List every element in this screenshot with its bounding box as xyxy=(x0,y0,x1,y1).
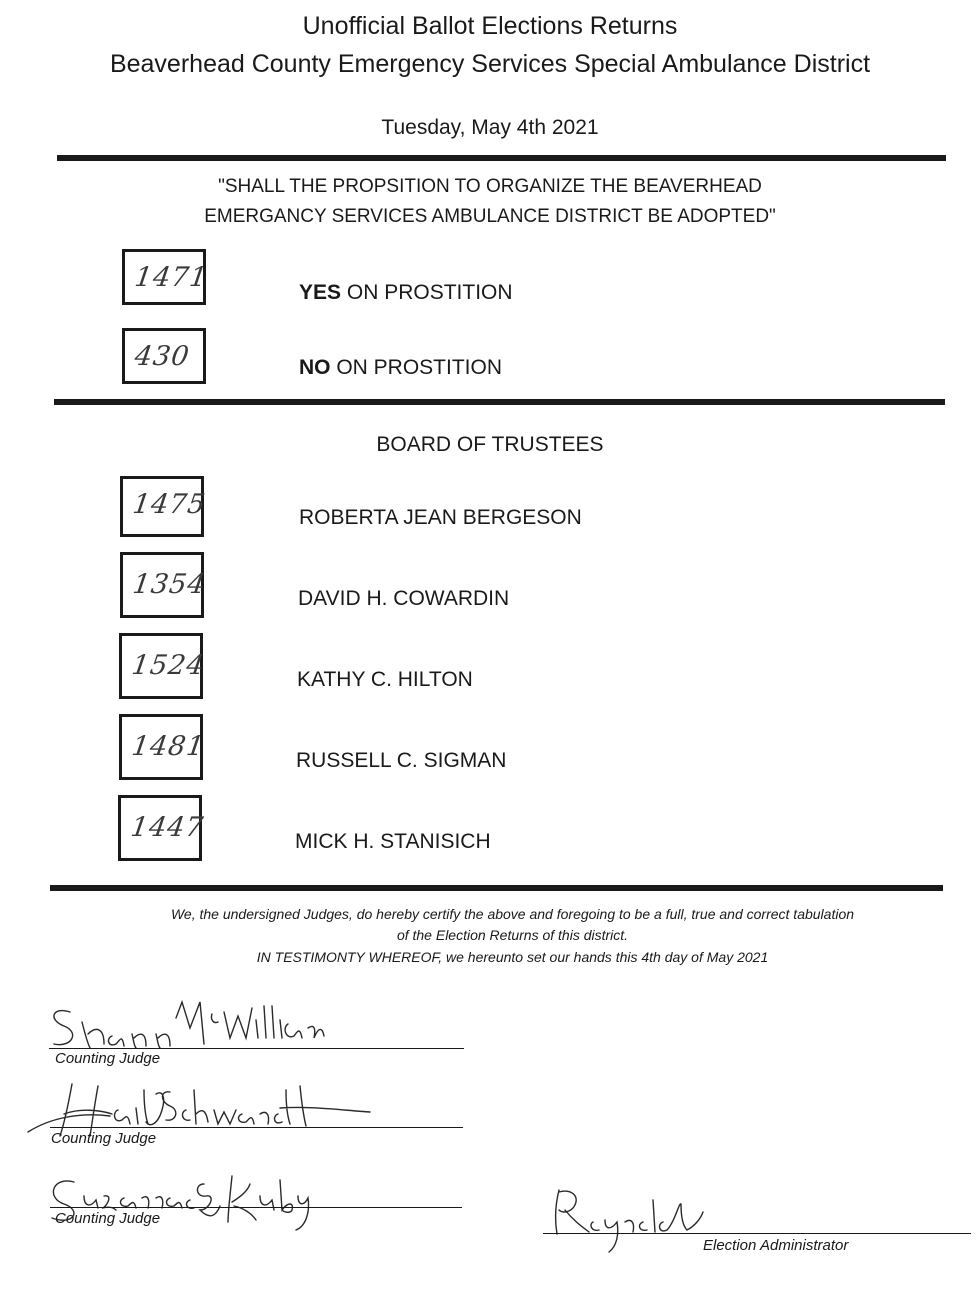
judge-signature xyxy=(42,998,332,1058)
tally-box-candidate xyxy=(118,795,206,861)
certification-line2: of the Election Returns of this district. xyxy=(396,927,629,943)
tally-box-no xyxy=(122,328,206,384)
section-divider xyxy=(57,155,946,161)
tally-box-candidate xyxy=(120,552,208,618)
option-no-keyword: NO xyxy=(299,356,331,379)
signature-line xyxy=(49,1048,464,1049)
section-divider xyxy=(54,399,945,405)
candidate-name: RUSSELL C. SIGMAN xyxy=(296,749,507,772)
candidate-name: DAVID H. COWARDIN xyxy=(298,587,510,610)
tally-candidate: 1475 xyxy=(130,489,208,520)
counting-judge-label: Counting Judge xyxy=(51,1130,157,1147)
tally-candidate: 1354 xyxy=(130,569,208,600)
election-administrator-label: Election Administrator xyxy=(703,1237,849,1254)
tally-box-candidate xyxy=(119,714,207,780)
tally-box-candidate xyxy=(119,633,207,699)
candidate-name: KATHY C. HILTON xyxy=(297,668,473,691)
candidate-name: ROBERTA JEAN BERGESON xyxy=(299,506,582,529)
tally-box-yes xyxy=(122,249,210,305)
candidate-name: MICK H. STANISICH xyxy=(295,830,491,853)
signature-line xyxy=(543,1233,971,1234)
option-yes xyxy=(299,281,513,305)
certification-line1: We, the undersigned Judges, do hereby certify the above and foregoing to be a full, true and correct tabulation xyxy=(170,906,855,922)
option-yes-keyword: YES xyxy=(299,281,342,304)
signature-line xyxy=(50,1127,463,1128)
option-no xyxy=(299,356,502,380)
board-heading: BOARD OF TRUSTEES xyxy=(376,433,604,456)
document-subtitle: Beaverhead County Emergency Services Special Ambulance District xyxy=(109,50,871,78)
option-no-text: ON PROSTITION xyxy=(330,356,503,379)
tally-box-candidate xyxy=(120,476,208,537)
tally-candidate: 1524 xyxy=(129,650,207,681)
signature-line xyxy=(50,1207,462,1208)
tally-no: 430 xyxy=(132,341,192,372)
section-divider xyxy=(50,885,943,891)
counting-judge-label: Counting Judge xyxy=(55,1050,161,1067)
tally-yes: 1471 xyxy=(132,262,210,293)
counting-judge-label: Counting Judge xyxy=(55,1210,161,1227)
tally-candidate: 1447 xyxy=(128,812,206,843)
administrator-signature xyxy=(545,1182,715,1254)
tally-candidate: 1481 xyxy=(129,731,207,762)
option-yes-text: ON PROSTITION xyxy=(341,281,513,304)
certification-line3: IN TESTIMONTY WHEREOF, we hereunto set our hands this 4th day of May 2021 xyxy=(256,949,769,965)
proposition-question-line2: EMERGANCY SERVICES AMBULANCE DISTRICT BE ADOPTED" xyxy=(204,206,776,227)
document-title: Unofficial Ballot Elections Returns xyxy=(302,12,678,40)
proposition-question-line1: "SHALL THE PROPSITION TO ORGANIZE THE BEAVERHEAD xyxy=(218,176,762,197)
election-date: Tuesday, May 4th 2021 xyxy=(381,116,599,139)
